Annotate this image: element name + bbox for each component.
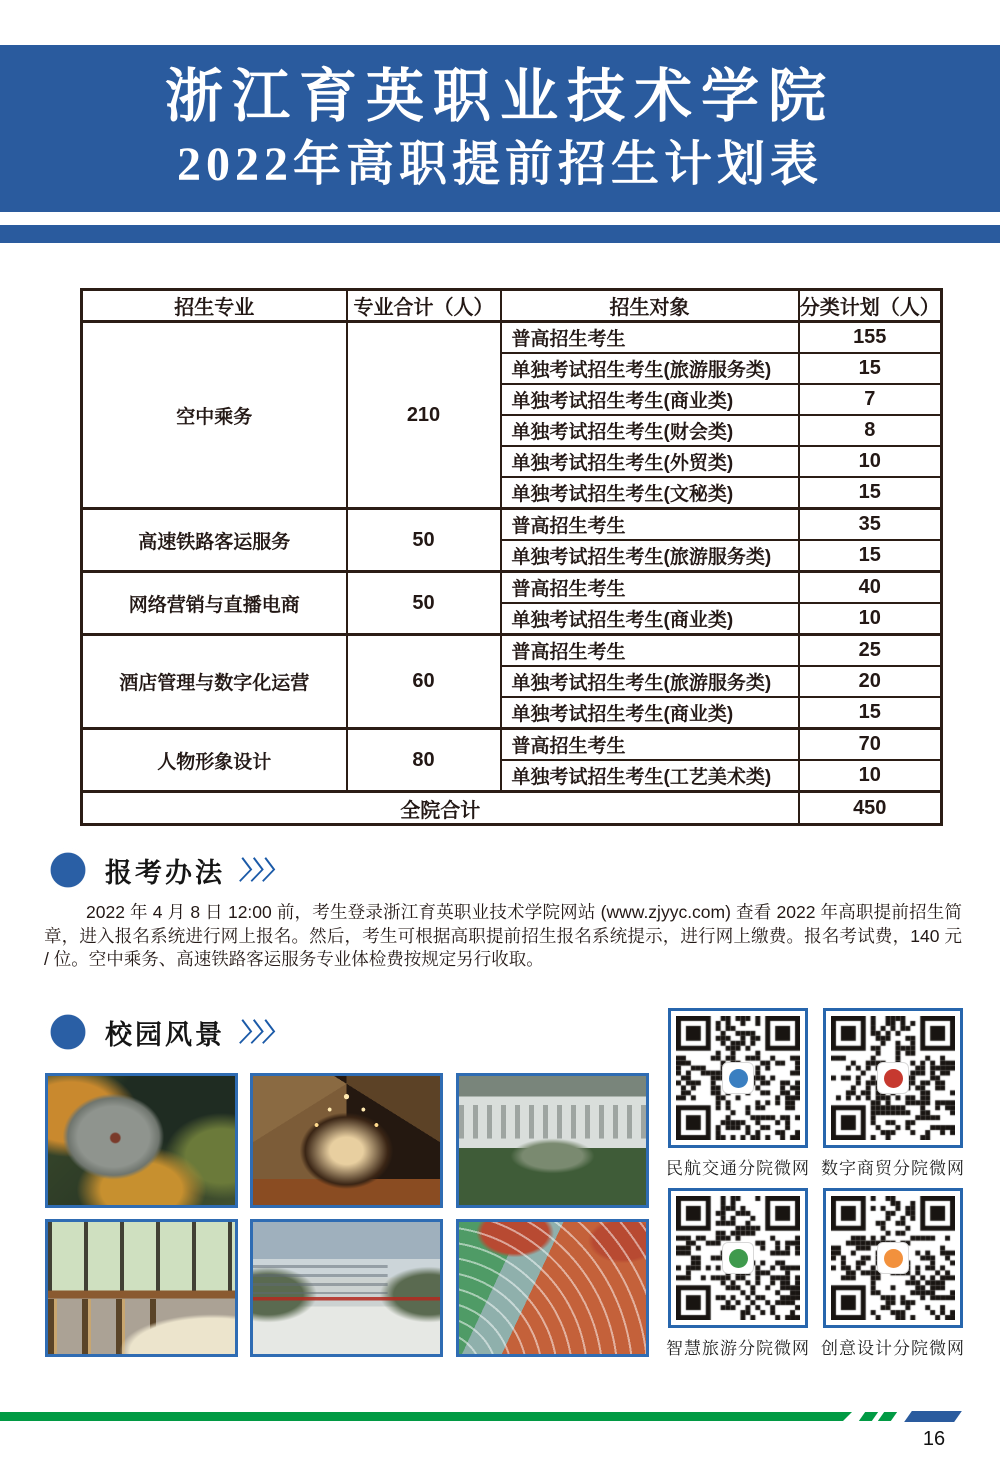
plan-count-cell: 8	[799, 415, 942, 446]
plan-count-cell: 40	[799, 572, 942, 604]
column-header-major-total: 专业合计（人）	[347, 290, 501, 322]
audience-cell: 单独考试招生考生(旅游服务类)	[501, 666, 799, 697]
footer-green-bar	[0, 1412, 852, 1421]
column-header-category-plan: 分类计划（人）	[799, 290, 942, 322]
plan-count-cell: 25	[799, 635, 942, 667]
audience-cell: 普高招生考生	[501, 729, 799, 761]
plan-count-cell: 10	[799, 603, 942, 635]
campus-scenery-section-heading	[46, 1010, 287, 1054]
qr-label-smart-tourism: 智慧旅游分院微网	[666, 1339, 810, 1358]
qr-code-civil-aviation-division	[668, 1008, 808, 1148]
division-logo-icon	[884, 1249, 903, 1268]
plan-count-cell: 7	[799, 384, 942, 415]
audience-cell: 普高招生考生	[501, 509, 799, 541]
division-logo-icon	[729, 1249, 748, 1268]
table-header-row	[82, 290, 942, 322]
qr-code-smart-tourism-division	[668, 1188, 808, 1328]
photo-campus-building-garden-aerial	[456, 1073, 649, 1208]
plan-count-cell: 70	[799, 729, 942, 761]
page-number: 16	[922, 1428, 946, 1450]
bullet-ring-icon	[46, 1010, 90, 1054]
footer-blue-bar	[904, 1411, 962, 1422]
photo-sports-track-aerial	[456, 1219, 649, 1357]
major-name-cell: 酒店管理与数字化运营	[82, 635, 347, 729]
footer-green-slash	[859, 1412, 878, 1421]
photo-teaching-building-panorama	[250, 1219, 443, 1357]
school-name-title: 浙江育英职业技术学院	[164, 64, 835, 129]
audience-cell: 普高招生考生	[501, 322, 799, 354]
qr-center-logo	[722, 1242, 754, 1274]
column-header-major: 招生专业	[82, 290, 347, 322]
campus-scenery-title: 校园风景	[105, 1019, 225, 1050]
qr-center-logo	[877, 1062, 909, 1094]
audience-cell: 单独考试招生考生(商业类)	[501, 697, 799, 729]
column-header-audience: 招生对象	[501, 290, 799, 322]
audience-cell: 单独考试招生考生(财会类)	[501, 415, 799, 446]
major-total-cell: 50	[347, 572, 501, 635]
footer-green-slash	[878, 1412, 897, 1421]
qr-label-digital-commerce: 数字商贸分院微网	[821, 1159, 965, 1178]
table-row	[82, 322, 942, 354]
major-name-cell: 网络营销与直播电商	[82, 572, 347, 635]
table-row	[82, 729, 942, 761]
audience-cell: 普高招生考生	[501, 635, 799, 667]
audience-cell: 单独考试招生考生(旅游服务类)	[501, 540, 799, 572]
plan-count-cell: 20	[799, 666, 942, 697]
qr-center-logo	[877, 1242, 909, 1274]
qr-label-civil-aviation: 民航交通分院微网	[666, 1159, 810, 1178]
plan-count-cell: 15	[799, 477, 942, 509]
audience-cell: 单独考试招生考生(商业类)	[501, 384, 799, 415]
table-total-row	[82, 792, 942, 825]
audience-cell: 单独考试招生考生(工艺美术类)	[501, 760, 799, 792]
qr-code-digital-commerce-division	[823, 1008, 963, 1148]
qr-label-creative-design: 创意设计分院微网	[821, 1339, 965, 1358]
banner-white-stripe	[0, 212, 1000, 225]
chevrons-icon: 〉〉〉	[238, 857, 289, 885]
plan-count-cell: 10	[799, 446, 942, 477]
table-row	[82, 635, 942, 667]
major-total-cell: 80	[347, 729, 501, 792]
photo-library-interior	[45, 1219, 238, 1357]
qr-code-creative-design-division	[823, 1188, 963, 1328]
major-total-cell: 50	[347, 509, 501, 572]
photo-wooden-study-hall-interior	[250, 1073, 443, 1208]
apply-method-paragraph: 2022 年 4 月 8 日 12:00 前，考生登录浙江育英职业技术学院网站 (www.zjyyc.com) 查看 2022 年高职提前招生简章，进入报名系统进行网上报名。然后，考生可根据高职提前招生报名系统提示，进行网上缴费。报名考试费，140 元 / 位。空中乘务、高速铁路客运服务专业体检费按规定另行收取。	[44, 902, 962, 969]
header-banner	[0, 45, 1000, 243]
major-name-cell: 人物形象设计	[82, 729, 347, 792]
bullet-ring-icon	[46, 848, 90, 892]
major-total-cell: 210	[347, 322, 501, 509]
plan-count-cell: 15	[799, 540, 942, 572]
apply-method-title: 报考办法	[105, 857, 225, 888]
audience-cell: 单独考试招生考生(文秘类)	[501, 477, 799, 509]
plan-count-cell: 155	[799, 322, 942, 354]
major-name-cell: 高速铁路客运服务	[82, 509, 347, 572]
table-row	[82, 509, 942, 541]
audience-cell: 普高招生考生	[501, 572, 799, 604]
chevrons-icon: 〉〉〉	[238, 1019, 289, 1047]
qr-center-logo	[722, 1062, 754, 1094]
table-row	[82, 572, 942, 604]
division-logo-icon	[729, 1069, 748, 1088]
audience-cell: 单独考试招生考生(旅游服务类)	[501, 353, 799, 384]
photo-aerial-autumn-forest	[45, 1073, 238, 1208]
admission-plan-table	[80, 288, 943, 826]
apply-method-section-heading	[46, 848, 287, 892]
plan-table-subtitle: 2022年高职提前招生计划表	[176, 138, 823, 191]
audience-cell: 单独考试招生考生(外贸类)	[501, 446, 799, 477]
grand-total-label-cell: 全院合计	[82, 792, 799, 825]
division-logo-icon	[884, 1069, 903, 1088]
grand-total-value-cell: 450	[799, 792, 942, 825]
plan-count-cell: 10	[799, 760, 942, 792]
audience-cell: 单独考试招生考生(商业类)	[501, 603, 799, 635]
major-total-cell: 60	[347, 635, 501, 729]
plan-count-cell: 15	[799, 697, 942, 729]
major-name-cell: 空中乘务	[82, 322, 347, 509]
plan-count-cell: 15	[799, 353, 942, 384]
plan-count-cell: 35	[799, 509, 942, 541]
